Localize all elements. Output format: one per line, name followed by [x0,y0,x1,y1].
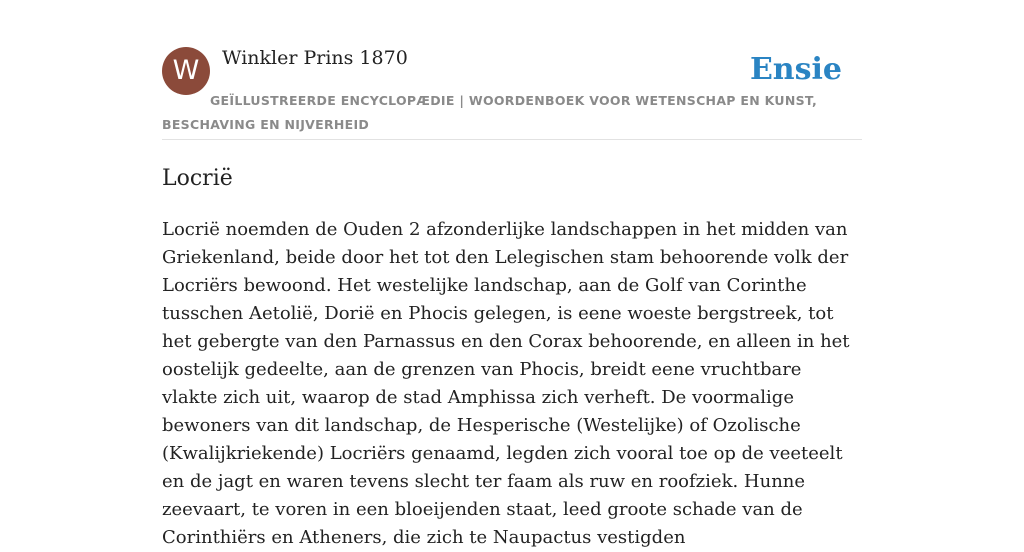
article-title: Locrië [162,166,233,191]
ensie-logo[interactable]: Ensie [749,52,842,87]
source-avatar[interactable]: W [162,47,210,95]
source-subtitle: GEÏLLUSTREERDE ENCYCLOPÆDIE | WOORDENBOEK VOOR WETENSCHAP EN KUNST, BESCHAVING EN NIJVERHEID [162,93,818,132]
source-title-link[interactable]: Winkler Prins 1870 [222,47,408,69]
article-body: Locrië noemden de Ouden 2 afzonderlijke landschappen in het midden van Griekenland, beide door het tot den Lelegischen stam behoorende volk der Locriërs bewoond. Het westelijke landschap, aan de Golf van Corinthe tusschen Aetolië, Dorië en Phocis gelegen, is eene woeste bergstreek, tot het gebergte van den Parnassus en den Corax behoorende, en alleen in het oostelijk gedeelte, aan de grenzen van Phocis, breidt eene vruchtbare vlakte zich uit, waarop de stad Amphissa zich verheft. De voormalige bewoners van dit landschap, de Hesperische (Westelijke) of Ozolische (Kwalijkriekende) Locriërs genaamd, legden zich vooral toe op de veeteelt en de jagt en waren tevens slecht ter faam als ruw en roofziek. Hunne zeevaart, te voren in een bloeijenden staat, leed groote schade van de Corinthiërs en Atheners, die zich te Naupactus vestigden [162,219,850,548]
header-divider [162,139,862,140]
